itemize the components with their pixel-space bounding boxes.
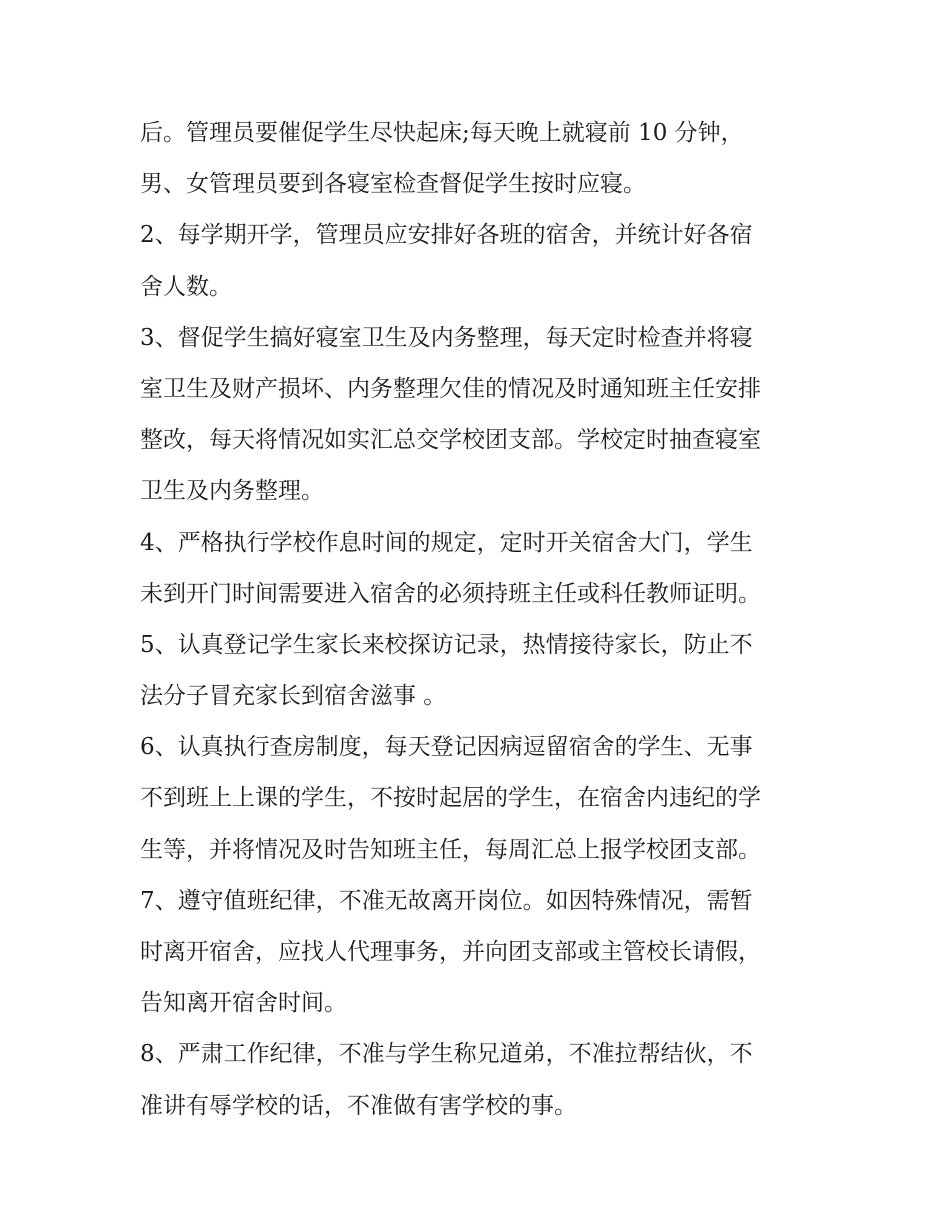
text-line: 男、女管理员要到各寝室检查督促学生按时应寝。 (140, 171, 646, 198)
text-line: 4、严格执行学校作息时间的规定，定时开关宿舍大门，学生 (140, 529, 753, 556)
text-line: 室卫生及财产损坏、内务整理欠佳的情况及时通知班主任安排 (140, 375, 761, 402)
text-line: 整改，每天将情况如实汇总交学校团支部。学校定时抽查寝室 (140, 427, 761, 454)
text-line: 不到班上上课的学生，不按时起居的学生，在宿舍内违纪的学 (140, 785, 761, 812)
text-line: 舍人数。 (140, 273, 232, 300)
text-line: 时离开宿舍，应找人代理事务，并向团支部或主管校长请假， (140, 939, 761, 965)
text-line: 后。管理员要催促学生尽快起床;每天晚上就寝前 10 分钟， (140, 120, 744, 146)
text-line: 8、严肃工作纪律，不准与学生称兄道弟，不准拉帮结伙，不 (140, 1041, 753, 1068)
document-body (140, 108, 830, 1132)
text-line: 生等，并将情况及时告知班主任，每周汇总上报学校团支部。 (140, 836, 761, 863)
text-line: 告知离开宿舍时间。 (140, 990, 347, 1017)
text-line: 7、遵守值班纪律，不准无故离开岗位。如因特殊情况，需暂 (140, 887, 753, 914)
text-line: 卫生及内务整理。 (140, 478, 324, 505)
text-line: 准讲有辱学校的话，不准做有害学校的事。 (140, 1092, 577, 1119)
text-line: 2、每学期开学，管理员应安排好各班的宿舍，并统计好各宿 (140, 222, 753, 249)
text-line: 法分子冒充家长到宿舍滋事 。 (140, 683, 447, 710)
text-line: 6、认真执行查房制度，每天登记因病逗留宿舍的学生、无事 (140, 734, 753, 761)
text-line: 未到开门时间需要进入宿舍的必须持班主任或科任教师证明。 (140, 580, 761, 607)
text-line: 3、督促学生搞好寝室卫生及内务整理，每天定时检查并将寝 (140, 324, 753, 351)
text-line: 5、认真登记学生家长来校探访记录，热情接待家长，防止不 (140, 631, 753, 658)
